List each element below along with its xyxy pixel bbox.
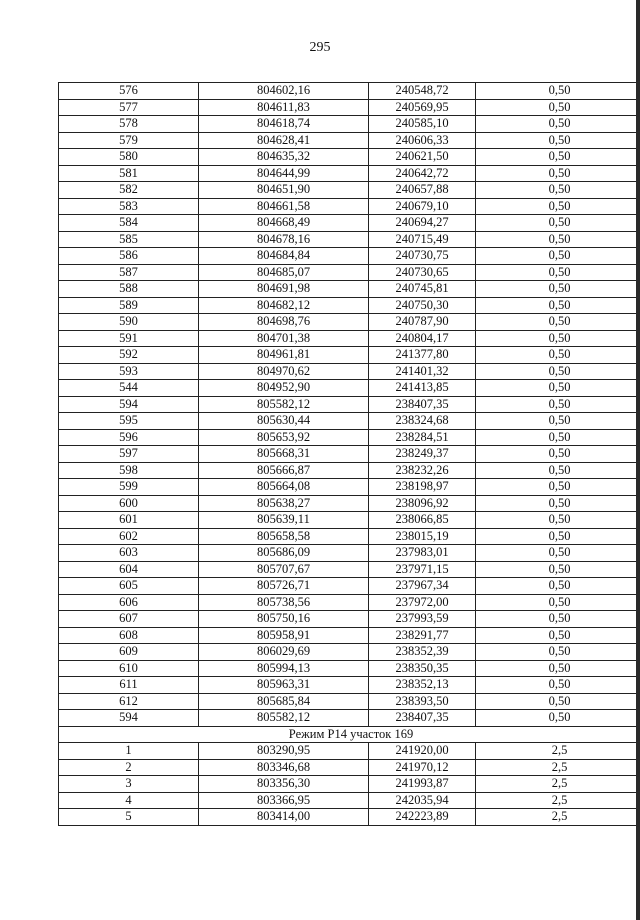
accuracy-cell: 0,50 (476, 83, 640, 100)
accuracy-cell: 0,50 (476, 611, 640, 628)
y-coordinate-cell: 240569,95 (369, 99, 476, 116)
accuracy-cell: 0,50 (476, 99, 640, 116)
coordinates-table-body (59, 83, 640, 826)
x-coordinate-cell: 805658,58 (199, 528, 369, 545)
x-coordinate-cell: 805686,09 (199, 545, 369, 562)
x-coordinate-cell: 804628,41 (199, 132, 369, 149)
accuracy-cell: 0,50 (476, 149, 640, 166)
table-row (59, 528, 640, 545)
point-number-cell: 592 (59, 347, 199, 364)
y-coordinate-cell: 237967,34 (369, 578, 476, 595)
y-coordinate-cell: 240642,72 (369, 165, 476, 182)
accuracy-cell: 0,50 (476, 446, 640, 463)
y-coordinate-cell: 238350,35 (369, 660, 476, 677)
x-coordinate-cell: 805738,56 (199, 594, 369, 611)
point-number-cell: 598 (59, 462, 199, 479)
point-number-cell: 611 (59, 677, 199, 694)
y-coordinate-cell: 240730,75 (369, 248, 476, 265)
y-coordinate-cell: 238096,92 (369, 495, 476, 512)
point-number-cell: 584 (59, 215, 199, 232)
y-coordinate-cell: 241401,32 (369, 363, 476, 380)
x-coordinate-cell: 803290,95 (199, 743, 369, 760)
y-coordinate-cell: 240804,17 (369, 330, 476, 347)
x-coordinate-cell: 803414,00 (199, 809, 369, 826)
x-coordinate-cell: 805638,27 (199, 495, 369, 512)
x-coordinate-cell: 805707,67 (199, 561, 369, 578)
x-coordinate-cell: 804661,58 (199, 198, 369, 215)
table-row (59, 644, 640, 661)
section-row (59, 726, 640, 743)
x-coordinate-cell: 803346,68 (199, 759, 369, 776)
x-coordinate-cell: 805639,11 (199, 512, 369, 529)
table-row (59, 132, 640, 149)
accuracy-cell: 0,50 (476, 528, 640, 545)
y-coordinate-cell: 241920,00 (369, 743, 476, 760)
point-number-cell: 595 (59, 413, 199, 430)
x-coordinate-cell: 804644,99 (199, 165, 369, 182)
point-number-cell: 609 (59, 644, 199, 661)
accuracy-cell: 0,50 (476, 396, 640, 413)
table-row (59, 215, 640, 232)
point-number-cell: 578 (59, 116, 199, 133)
accuracy-cell: 0,50 (476, 248, 640, 265)
accuracy-cell: 0,50 (476, 677, 640, 694)
table-row (59, 264, 640, 281)
point-number-cell: 591 (59, 330, 199, 347)
point-number-cell: 602 (59, 528, 199, 545)
point-number-cell: 605 (59, 578, 199, 595)
accuracy-cell: 2,5 (476, 759, 640, 776)
table-row (59, 83, 640, 100)
point-number-cell: 606 (59, 594, 199, 611)
accuracy-cell: 2,5 (476, 743, 640, 760)
point-number-cell: 588 (59, 281, 199, 298)
scan-edge (636, 0, 640, 920)
y-coordinate-cell: 240715,49 (369, 231, 476, 248)
x-coordinate-cell: 805726,71 (199, 578, 369, 595)
y-coordinate-cell: 238352,13 (369, 677, 476, 694)
x-coordinate-cell: 804952,90 (199, 380, 369, 397)
y-coordinate-cell: 238393,50 (369, 693, 476, 710)
y-coordinate-cell: 240787,90 (369, 314, 476, 331)
y-coordinate-cell: 241993,87 (369, 776, 476, 793)
y-coordinate-cell: 238291,77 (369, 627, 476, 644)
y-coordinate-cell: 240606,33 (369, 132, 476, 149)
point-number-cell: 585 (59, 231, 199, 248)
table-row (59, 759, 640, 776)
y-coordinate-cell: 240750,30 (369, 297, 476, 314)
y-coordinate-cell: 238407,35 (369, 396, 476, 413)
point-number-cell: 1 (59, 743, 199, 760)
table-row (59, 495, 640, 512)
accuracy-cell: 0,50 (476, 314, 640, 331)
y-coordinate-cell: 238352,39 (369, 644, 476, 661)
table-row (59, 396, 640, 413)
point-number-cell: 544 (59, 380, 199, 397)
x-coordinate-cell: 804651,90 (199, 182, 369, 199)
point-number-cell: 596 (59, 429, 199, 446)
accuracy-cell: 0,50 (476, 165, 640, 182)
accuracy-cell: 0,50 (476, 660, 640, 677)
table-row (59, 578, 640, 595)
x-coordinate-cell: 804602,16 (199, 83, 369, 100)
x-coordinate-cell: 803366,95 (199, 792, 369, 809)
accuracy-cell: 0,50 (476, 644, 640, 661)
point-number-cell: 599 (59, 479, 199, 496)
table-row (59, 710, 640, 727)
point-number-cell: 4 (59, 792, 199, 809)
x-coordinate-cell: 804668,49 (199, 215, 369, 232)
table-row (59, 561, 640, 578)
table-row (59, 347, 640, 364)
accuracy-cell: 0,50 (476, 693, 640, 710)
point-number-cell: 607 (59, 611, 199, 628)
x-coordinate-cell: 805582,12 (199, 710, 369, 727)
accuracy-cell: 0,50 (476, 198, 640, 215)
y-coordinate-cell: 237972,00 (369, 594, 476, 611)
accuracy-cell: 0,50 (476, 116, 640, 133)
x-coordinate-cell: 805963,31 (199, 677, 369, 694)
y-coordinate-cell: 238066,85 (369, 512, 476, 529)
x-coordinate-cell: 805630,44 (199, 413, 369, 430)
table-row (59, 545, 640, 562)
y-coordinate-cell: 238015,19 (369, 528, 476, 545)
point-number-cell: 593 (59, 363, 199, 380)
point-number-cell: 589 (59, 297, 199, 314)
accuracy-cell: 0,50 (476, 215, 640, 232)
point-number-cell: 594 (59, 710, 199, 727)
x-coordinate-cell: 805668,31 (199, 446, 369, 463)
point-number-cell: 577 (59, 99, 199, 116)
y-coordinate-cell: 242035,94 (369, 792, 476, 809)
accuracy-cell: 0,50 (476, 479, 640, 496)
accuracy-cell: 0,50 (476, 330, 640, 347)
table-row (59, 281, 640, 298)
x-coordinate-cell: 804701,38 (199, 330, 369, 347)
point-number-cell: 586 (59, 248, 199, 265)
y-coordinate-cell: 238198,97 (369, 479, 476, 496)
table-row (59, 314, 640, 331)
y-coordinate-cell: 240657,88 (369, 182, 476, 199)
accuracy-cell: 0,50 (476, 363, 640, 380)
accuracy-cell: 0,50 (476, 264, 640, 281)
x-coordinate-cell: 804685,07 (199, 264, 369, 281)
y-coordinate-cell: 241377,80 (369, 347, 476, 364)
x-coordinate-cell: 804682,12 (199, 297, 369, 314)
y-coordinate-cell: 240745,81 (369, 281, 476, 298)
point-number-cell: 601 (59, 512, 199, 529)
y-coordinate-cell: 237983,01 (369, 545, 476, 562)
y-coordinate-cell: 238232,26 (369, 462, 476, 479)
point-number-cell: 583 (59, 198, 199, 215)
y-coordinate-cell: 240730,65 (369, 264, 476, 281)
x-coordinate-cell: 805958,91 (199, 627, 369, 644)
y-coordinate-cell: 238249,37 (369, 446, 476, 463)
accuracy-cell: 2,5 (476, 776, 640, 793)
table-row (59, 809, 640, 826)
table-row (59, 380, 640, 397)
x-coordinate-cell: 804698,76 (199, 314, 369, 331)
table-row (59, 248, 640, 265)
accuracy-cell: 0,50 (476, 413, 640, 430)
accuracy-cell: 0,50 (476, 182, 640, 199)
accuracy-cell: 0,50 (476, 594, 640, 611)
accuracy-cell: 0,50 (476, 561, 640, 578)
point-number-cell: 582 (59, 182, 199, 199)
accuracy-cell: 0,50 (476, 545, 640, 562)
y-coordinate-cell: 241413,85 (369, 380, 476, 397)
y-coordinate-cell: 237993,59 (369, 611, 476, 628)
x-coordinate-cell: 805582,12 (199, 396, 369, 413)
table-row (59, 165, 640, 182)
table-row (59, 231, 640, 248)
accuracy-cell: 2,5 (476, 792, 640, 809)
table-row (59, 677, 640, 694)
x-coordinate-cell: 805664,08 (199, 479, 369, 496)
table-row (59, 297, 640, 314)
x-coordinate-cell: 805685,84 (199, 693, 369, 710)
x-coordinate-cell: 803356,30 (199, 776, 369, 793)
y-coordinate-cell: 238284,51 (369, 429, 476, 446)
y-coordinate-cell: 237971,15 (369, 561, 476, 578)
table-row (59, 446, 640, 463)
point-number-cell: 581 (59, 165, 199, 182)
table-row (59, 743, 640, 760)
accuracy-cell: 2,5 (476, 809, 640, 826)
x-coordinate-cell: 805994,13 (199, 660, 369, 677)
table-row (59, 462, 640, 479)
point-number-cell: 594 (59, 396, 199, 413)
x-coordinate-cell: 804635,32 (199, 149, 369, 166)
y-coordinate-cell: 240548,72 (369, 83, 476, 100)
point-number-cell: 603 (59, 545, 199, 562)
table-row (59, 792, 640, 809)
point-number-cell: 5 (59, 809, 199, 826)
point-number-cell: 579 (59, 132, 199, 149)
point-number-cell: 608 (59, 627, 199, 644)
y-coordinate-cell: 238407,35 (369, 710, 476, 727)
point-number-cell: 610 (59, 660, 199, 677)
table-row (59, 611, 640, 628)
table-row (59, 182, 640, 199)
x-coordinate-cell: 804618,74 (199, 116, 369, 133)
table-row (59, 116, 640, 133)
x-coordinate-cell: 806029,69 (199, 644, 369, 661)
x-coordinate-cell: 804678,16 (199, 231, 369, 248)
point-number-cell: 2 (59, 759, 199, 776)
accuracy-cell: 0,50 (476, 231, 640, 248)
x-coordinate-cell: 804961,81 (199, 347, 369, 364)
y-coordinate-cell: 241970,12 (369, 759, 476, 776)
table-row (59, 99, 640, 116)
y-coordinate-cell: 240585,10 (369, 116, 476, 133)
point-number-cell: 576 (59, 83, 199, 100)
section-title: Режим Р14 участок 169 (59, 726, 640, 743)
accuracy-cell: 0,50 (476, 462, 640, 479)
table-row (59, 198, 640, 215)
point-number-cell: 597 (59, 446, 199, 463)
table-row (59, 627, 640, 644)
x-coordinate-cell: 805750,16 (199, 611, 369, 628)
table-row (59, 149, 640, 166)
x-coordinate-cell: 805666,87 (199, 462, 369, 479)
y-coordinate-cell: 240621,50 (369, 149, 476, 166)
point-number-cell: 580 (59, 149, 199, 166)
accuracy-cell: 0,50 (476, 429, 640, 446)
accuracy-cell: 0,50 (476, 380, 640, 397)
accuracy-cell: 0,50 (476, 281, 640, 298)
y-coordinate-cell: 240679,10 (369, 198, 476, 215)
table-row (59, 776, 640, 793)
x-coordinate-cell: 804970,62 (199, 363, 369, 380)
point-number-cell: 3 (59, 776, 199, 793)
page-number: 295 (309, 40, 331, 55)
y-coordinate-cell: 238324,68 (369, 413, 476, 430)
accuracy-cell: 0,50 (476, 132, 640, 149)
x-coordinate-cell: 805653,92 (199, 429, 369, 446)
table-row (59, 363, 640, 380)
coordinates-table (58, 82, 640, 826)
y-coordinate-cell: 242223,89 (369, 809, 476, 826)
table-row (59, 594, 640, 611)
table-row (59, 330, 640, 347)
y-coordinate-cell: 240694,27 (369, 215, 476, 232)
table-row (59, 479, 640, 496)
point-number-cell: 600 (59, 495, 199, 512)
point-number-cell: 590 (59, 314, 199, 331)
point-number-cell: 604 (59, 561, 199, 578)
x-coordinate-cell: 804691,98 (199, 281, 369, 298)
accuracy-cell: 0,50 (476, 512, 640, 529)
table-row (59, 512, 640, 529)
accuracy-cell: 0,50 (476, 297, 640, 314)
accuracy-cell: 0,50 (476, 627, 640, 644)
accuracy-cell: 0,50 (476, 710, 640, 727)
table-row (59, 660, 640, 677)
table-row (59, 413, 640, 430)
accuracy-cell: 0,50 (476, 578, 640, 595)
table-row (59, 429, 640, 446)
accuracy-cell: 0,50 (476, 495, 640, 512)
point-number-cell: 612 (59, 693, 199, 710)
point-number-cell: 587 (59, 264, 199, 281)
x-coordinate-cell: 804611,83 (199, 99, 369, 116)
accuracy-cell: 0,50 (476, 347, 640, 364)
table-row (59, 693, 640, 710)
x-coordinate-cell: 804684,84 (199, 248, 369, 265)
